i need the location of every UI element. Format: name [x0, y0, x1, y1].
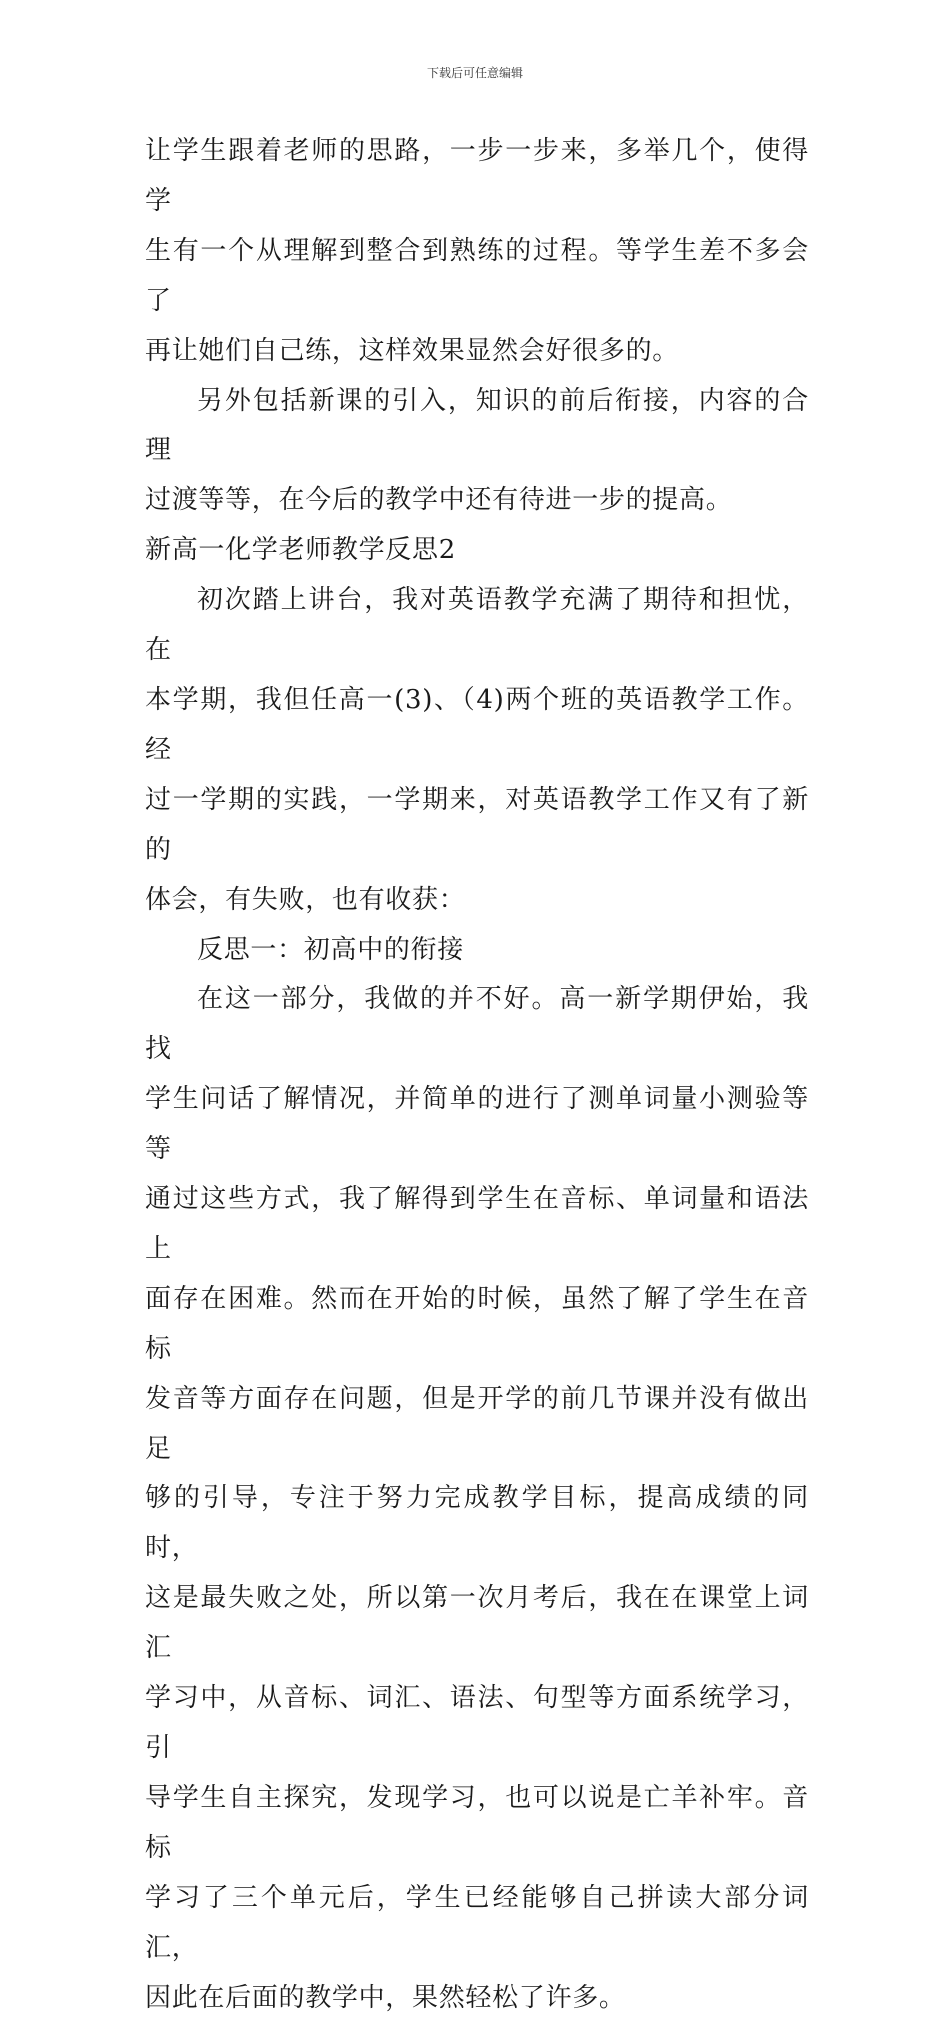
paragraph-line: 发音等方面存在问题，但是开学的前几节课并没有做出足 — [145, 1383, 809, 1464]
paragraph-line: 体会，有失败，也有收获： — [145, 884, 466, 915]
paragraph-line: 够的引导，专注于努力完成教学目标，提高成绩的同时， — [145, 1483, 809, 1564]
paragraph-line: 导学生自主探究，发现学习，也可以说是亡羊补牢。音标 — [145, 1782, 809, 1863]
paragraph-line: 因此在后面的教学中，果然轻松了许多。 — [145, 1982, 626, 2013]
paragraph-line: 让学生跟着老师的思路，一步一步来，多举几个，使得学 — [145, 136, 809, 216]
subheading: 反思一：初高中的衔接 — [197, 934, 465, 965]
paragraph-line: 学习了三个单元后，学生已经能够自己拼读大部分词汇， — [145, 1882, 809, 1963]
paragraph-line: 通过这些方式，我了解得到学生在音标、单词量和语法上 — [145, 1184, 809, 1264]
paragraph-line: 过一学期的实践，一学期来，对英语教学工作又有了新的 — [145, 784, 809, 865]
paragraph-line: 本学期，我但任高一(3)、（4)两个班的英语教学工作。经 — [145, 684, 809, 765]
paragraph-line: 初次踏上讲台，我对英语教学充满了期待和担忧，在 — [145, 585, 809, 666]
paragraph-line: 学习中，从音标、词汇、语法、句型等方面系统学习，引 — [145, 1683, 809, 1763]
document-body — [145, 127, 809, 2023]
paragraph-line: 这是最失败之处，所以第一次月考后，我在在课堂上词汇 — [145, 1583, 809, 1664]
paragraph-line: 生有一个从理解到整合到熟练的过程。等学生差不多会了 — [145, 235, 809, 316]
paragraph-line: 在这一部分，我做的并不好。高一新学期伊始，我找 — [145, 984, 809, 1065]
paragraph-line: 另外包括新课的引入，知识的前后衔接，内容的合理 — [145, 385, 809, 466]
paragraph-line: 面存在困难。然而在开始的时候，虽然了解了学生在音标 — [145, 1283, 809, 1364]
paragraph-line: 学生问话了解情况，并简单的进行了测单词量小测验等等 — [145, 1084, 809, 1165]
page-header-note: 下载后可任意编辑 — [426, 66, 523, 80]
paragraph-line: 再让她们自己练，这样效果显然会好很多的。 — [145, 335, 680, 366]
section-title: 新高一化学老师教学反思2 — [145, 535, 456, 566]
paragraph-line: 过渡等等，在今后的教学中还有待进一步的提高。 — [145, 485, 733, 516]
